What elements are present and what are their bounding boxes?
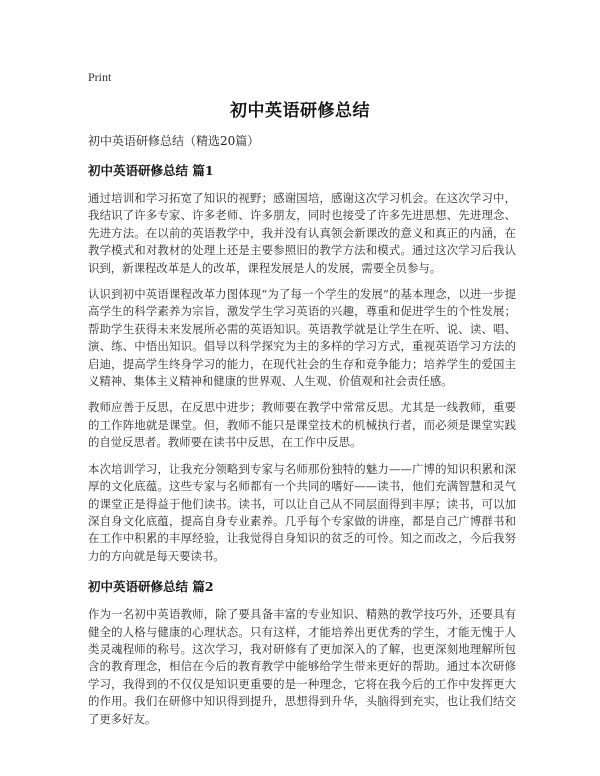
section-1	[88, 162, 516, 565]
paragraph: 通过培训和学习拓宽了知识的视野；感谢国培，感谢这次学习机会。在这次学习中，我结识了许多专家、许多老师、许多朋友，同时也接受了许多先进思想、先进理念、先进方法。在以前的英语教学中，我并没有认真领会新课改的意义和真正的内涵，在教学模式和对教材的处理上还是主要参照旧的教学方法和模式。通过这次学习后我认识到，新课程改革是人的改革，课程发展是人的发展，需要全员参与。	[88, 191, 516, 275]
document-body	[88, 132, 516, 737]
paragraph: 本次培训学习，让我充分领略到专家与名师那份独特的魅力——广博的知识积累和深厚的文化底蕴。这些专家与名师都有一个共同的嗜好——读书，他们充满智慧和灵气的课堂正是得益于他们读书。读书，可以让自己从不同层面得到丰厚；读书，可以加深自身文化底蕴，提高自身专业素养。几乎每个专家做的讲座，都是自己广博群书和在工作中积累的丰厚经验，让我觉得自身知识的贫乏的可怜。知之而改之，今后我努力的方向就是每天要读书。	[88, 461, 516, 563]
paragraph: 作为一名初中英语教师，除了要具备丰富的专业知识、精熟的教学技巧外，还要具有健全的人格与健康的心理状态。只有这样，才能培养出更优秀的学生，才能无愧于人类灵魂程师的称号。这次学习，我对研修有了更加深入的了解，也更深刻地理解所包含的教育理念，相信在今后的教育教学中能够给学生带来更好的帮助。通过本次研修学习，我得到的不仅仅是知识更重要的是一种理念，它将在我今后的工作中发挥更大的作用。我们在研修中知识得到提升，思想得到升华，头脑得到充实，也让我们结交了更多好友。	[88, 607, 516, 726]
paragraph: 认识到初中英语课程改革力图体现“为了每一个学生的发展”的基本理念，以进一步提高学生的科学素养为宗旨，激发学生学习英语的兴趣，尊重和促进学生的个性发展；帮助学生获得未来发展所必需的英语知识。英语教学就是让学生在听、说、读、唱、演、练、中悟出知识。倡导以科学探究为主的多样的学习方式，重视英语学习方法的启迪，提高学生终身学习的能力，在现代社会的生存和竞争能力；培养学生的爱国主义精神、集体主义精神和健康的世界观、人生观、价值观和社会责任感。	[88, 287, 516, 389]
section-heading: 初中英语研修总结 篇2	[88, 579, 214, 595]
section-2	[88, 578, 516, 728]
paragraph: 教师应善于反思，在反思中进步；教师要在教学中常常反思。尤其是一线教师，重要的工作阵地就是课堂。但，教师不能只是课堂技术的机械执行者，而必须是课堂实践的自觉反思者。教师要在读书中反思，在工作中反思。	[88, 400, 516, 450]
print-link[interactable]: Print	[88, 70, 112, 84]
page-title: 初中英语研修总结	[230, 101, 370, 121]
section-heading: 初中英语研修总结 篇1	[88, 163, 214, 178]
document-subtitle: 初中英语研修总结（精选20篇）	[88, 134, 260, 148]
